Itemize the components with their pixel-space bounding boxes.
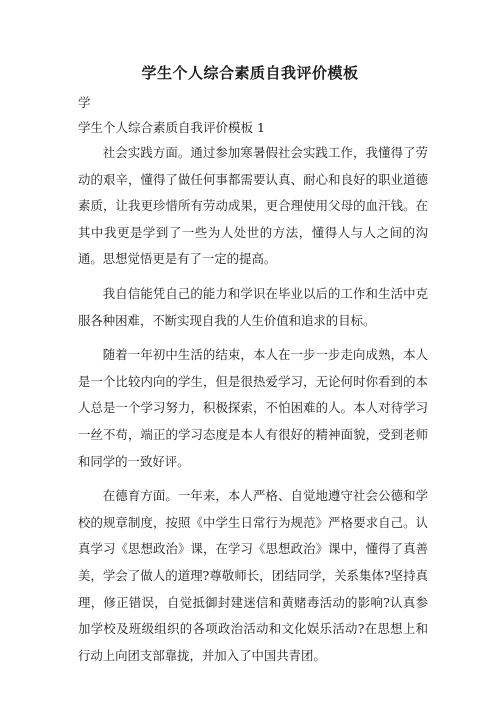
document-body xyxy=(78,140,428,677)
document-subtitle: 学生个人综合素质自我评价模板 1 xyxy=(78,120,265,135)
paragraph: 在德育方面。一年来，本人严格、自觉地遵守社会公德和学校的规章制度，按照《中学生日常行为规范》严格要求自己。认真学习《思想政治》课，在学习《思想政治》课中，懂得了真善美，学会了做人的道理?尊敬师长，团结同学，关系集体?坚持真理，修正错误，自觉抵御封建迷信和黄赌毒活动的影响?认真参加学校及班级组织的各项政治活动和文化娱乐活动?在思想上和行动上向团支部靠拢，并加入了中国共青团。 xyxy=(78,488,428,663)
paragraph: 我自信能凭自己的能力和学识在毕业以后的工作和生活中克服各种困难，不断实现自我的人生价值和追求的目标。 xyxy=(78,285,428,328)
paragraph: 随着一年初中生活的结束，本人在一步一步走向成熟，本人是一个比较内向的学生，但是很热爱学习，无论何时你看到的本人总是一个学习努力，积极探索，不怕困难的人。本人对待学习一丝不苟，端正的学习态度是本人有很好的精神面貌，受到老师和同学的一致好评。 xyxy=(78,347,428,469)
paragraph: 社会实践方面。通过参加寒暑假社会实践工作，我懂得了劳动的艰辛，懂得了做任何事都需要认真、耐心和良好的职业道德素质，让我更珍惜所有劳动成果，更合理使用父母的血汗钱。在其中我更是学到了一些为人处世的方法，懂得人与人之间的沟通。思想觉悟更是有了一定的提高。 xyxy=(78,145,428,267)
document-title: 学生个人综合素质自我评价模板 xyxy=(141,64,359,82)
short-line: 学 xyxy=(78,95,91,110)
